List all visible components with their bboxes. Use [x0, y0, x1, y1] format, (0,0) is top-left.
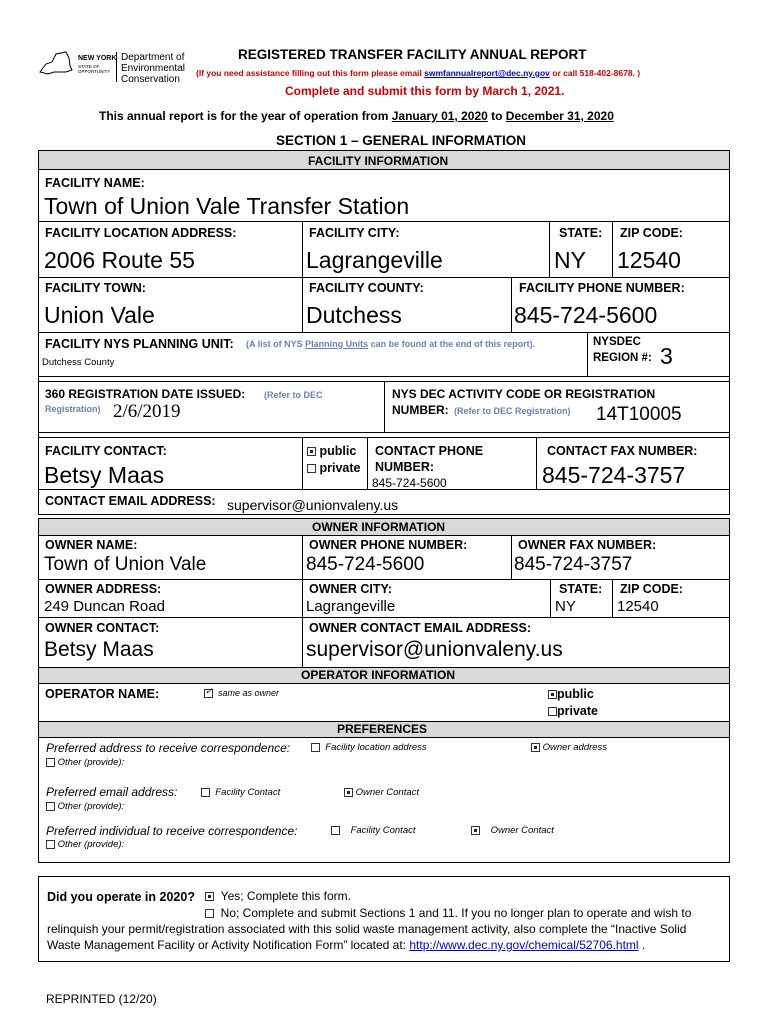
pref-individual-question: Preferred individual to receive correspondence: — [46, 824, 298, 838]
facility-name-field[interactable]: Town of Union Vale Transfer Station — [44, 193, 410, 219]
facility-phone-field[interactable]: 845-724-5600 — [514, 302, 658, 328]
region-field[interactable]: 3 — [660, 343, 673, 369]
pref-individual-owner-checkbox[interactable] — [471, 826, 480, 835]
planning-unit-hint: (A list of NYS Planning Units can be found at the end of this report). — [246, 339, 536, 349]
owner-city-field[interactable]: Lagrangeville — [306, 598, 396, 615]
pref-individual-other-option[interactable]: Other (provide): — [46, 839, 124, 850]
facility-zip-label: ZIP CODE: — [620, 226, 683, 240]
facility-private-option[interactable]: private — [307, 461, 360, 475]
owner-state-field[interactable]: NY — [555, 598, 576, 615]
owner-phone-field[interactable]: 845-724-5600 — [306, 554, 425, 575]
operator-public-option[interactable]: public — [548, 687, 594, 701]
operate-question: Did you operate in 2020? — [47, 890, 195, 904]
deadline-note: Complete and submit this form by March 1, 2021. — [285, 84, 565, 98]
operate-no-line3: Waste Management Facility or Activity Notification Form” located at: http://www.dec.ny.gov/chemical/52706.html . — [47, 938, 646, 952]
pref-address-question: Preferred address to receive correspondence: — [46, 741, 291, 755]
facility-state-label: STATE: — [559, 226, 603, 240]
contact-phone-field[interactable]: 845-724-5600 — [372, 476, 447, 490]
owner-email-label: OWNER CONTACT EMAIL ADDRESS: — [309, 621, 531, 635]
reg-date-hint-2: Registration) — [45, 404, 101, 414]
pref-email-other-checkbox[interactable] — [46, 802, 55, 811]
facility-address-label: FACILITY LOCATION ADDRESS: — [45, 226, 237, 240]
owner-address-label: OWNER ADDRESS: — [45, 582, 162, 596]
pref-email-owner-checkbox[interactable] — [344, 788, 353, 797]
activity-label-2: NUMBER: — [392, 403, 449, 417]
owner-fax-field[interactable]: 845-724-3757 — [514, 554, 633, 575]
facility-phone-label: FACILITY PHONE NUMBER: — [519, 281, 685, 295]
contact-fax-label: CONTACT FAX NUMBER: — [547, 444, 698, 458]
facility-city-field[interactable]: Lagrangeville — [306, 247, 443, 273]
facility-county-label: FACILITY COUNTY: — [309, 281, 424, 295]
planning-unit-field[interactable]: Dutchess County — [42, 357, 115, 368]
pref-address-other-checkbox[interactable] — [46, 758, 55, 767]
operate-yes-checkbox[interactable] — [205, 892, 214, 901]
year-statement: This annual report is for the year of operation from January 01, 2020 to December 31, 2020 — [99, 109, 614, 123]
pref-address-owner-option[interactable]: Owner address — [531, 742, 607, 753]
same-as-owner-checkbox[interactable] — [204, 689, 213, 698]
logo-text-ny: NEW YORK — [78, 55, 117, 62]
facility-city-label: FACILITY CITY: — [309, 226, 400, 240]
planning-unit-label: FACILITY NYS PLANNING UNIT: — [45, 337, 234, 351]
pref-email-question: Preferred email address: — [46, 785, 178, 799]
contact-phone-label-2: NUMBER: — [375, 460, 435, 474]
operate-no-line2: relinquish your permit/registration associated with this solid waste management activity, also complete the “Inactive Solid — [47, 922, 687, 936]
facility-heading: FACILITY INFORMATION — [308, 154, 449, 168]
operate-no-option[interactable]: No; Complete and submit Sections 1 and 11. If you no longer plan to operate and wish to — [205, 906, 691, 920]
reg-date-field[interactable]: 2/6/2019 — [113, 401, 181, 422]
pref-address-facility-checkbox[interactable] — [311, 743, 320, 752]
pref-address-owner-checkbox[interactable] — [531, 743, 540, 752]
owner-phone-label: OWNER PHONE NUMBER: — [309, 538, 468, 552]
report-title: REGISTERED TRANSFER FACILITY ANNUAL REPORT — [238, 47, 587, 62]
facility-town-field[interactable]: Union Vale — [44, 302, 155, 328]
agency-name: Department of Environmental Conservation — [121, 52, 185, 85]
facility-public-checkbox[interactable] — [307, 447, 316, 456]
facility-contact-label: FACILITY CONTACT: — [45, 444, 167, 458]
pref-email-other-option[interactable]: Other (provide): — [46, 801, 124, 812]
operate-yes-option[interactable]: Yes; Complete this form. — [205, 889, 351, 903]
region-label-1: NYSDEC — [593, 336, 641, 348]
operator-public-checkbox[interactable] — [548, 690, 557, 699]
planning-units-link[interactable]: Planning Units — [305, 339, 369, 349]
facility-county-field[interactable]: Dutchess — [306, 302, 402, 328]
facility-address-field[interactable]: 2006 Route 55 — [44, 247, 195, 273]
facility-state-field[interactable]: NY — [554, 247, 586, 273]
owner-city-label: OWNER CITY: — [309, 582, 393, 596]
operator-heading: OPERATOR INFORMATION — [301, 668, 455, 682]
owner-contact-label: OWNER CONTACT: — [45, 621, 160, 635]
owner-email-field[interactable]: supervisor@unionvaleny.us — [306, 638, 563, 661]
facility-contact-field[interactable]: Betsy Maas — [44, 462, 165, 488]
assistance-email-link[interactable]: swmfannualreport@dec.ny.gov — [424, 68, 550, 78]
pref-email-facility-option[interactable]: Facility Contact — [201, 787, 280, 798]
contact-fax-field[interactable]: 845-724-3757 — [542, 462, 686, 488]
inactive-form-link[interactable]: http://www.dec.ny.gov/chemical/52706.html — [409, 938, 639, 952]
activity-code-field[interactable]: 14T10005 — [596, 404, 682, 425]
owner-fax-label: OWNER FAX NUMBER: — [518, 538, 657, 552]
pref-individual-owner-option[interactable]: Owner Contact — [471, 825, 554, 836]
pref-address-facility-option[interactable]: Facility location address — [311, 742, 427, 753]
owner-state-label: STATE: — [559, 582, 603, 596]
operator-private-option[interactable]: private — [548, 704, 598, 718]
operator-name-label: OPERATOR NAME: — [45, 687, 160, 701]
operate-no-checkbox[interactable] — [205, 909, 214, 918]
region-label-2: REGION #: — [593, 352, 652, 364]
pref-email-facility-checkbox[interactable] — [201, 788, 210, 797]
owner-name-field[interactable]: Town of Union Vale — [44, 554, 207, 575]
assistance-note: (If you need assistance filling out this form please email swmfannualreport@dec.ny.gov or call 518-402-8678. ) — [196, 68, 641, 78]
activity-label-1: NYS DEC ACTIVITY CODE OR REGISTRATION — [392, 387, 656, 401]
owner-zip-field[interactable]: 12540 — [617, 598, 659, 615]
facility-public-option[interactable]: public — [307, 444, 356, 458]
pref-email-owner-option[interactable]: Owner Contact — [344, 787, 419, 798]
contact-email-field[interactable]: supervisor@unionvaleny.us — [227, 497, 399, 513]
activity-hint: (Refer to DEC Registration) — [454, 406, 571, 416]
pref-individual-facility-option[interactable]: Facility Contact — [331, 825, 416, 836]
preferences-heading: PREFERENCES — [337, 722, 428, 736]
owner-name-label: OWNER NAME: — [45, 538, 138, 552]
owner-heading: OWNER INFORMATION — [312, 520, 446, 534]
facility-private-checkbox[interactable] — [307, 464, 316, 473]
reg-date-hint-1: (Refer to DEC — [264, 390, 323, 400]
logo-text-opportunity: STATE OF OPPORTUNITY — [78, 64, 111, 74]
contact-phone-label-1: CONTACT PHONE — [375, 444, 484, 458]
facility-name-label: FACILITY NAME: — [45, 176, 145, 190]
owner-zip-label: ZIP CODE: — [620, 582, 683, 596]
pref-address-other-option[interactable]: Other (provide): — [46, 757, 124, 768]
owner-contact-field[interactable]: Betsy Maas — [44, 638, 154, 661]
pref-individual-facility-checkbox[interactable] — [331, 826, 340, 835]
pref-individual-other-checkbox[interactable] — [46, 840, 55, 849]
ny-state-map-icon — [36, 50, 76, 78]
reg-date-label: 360 REGISTRATION DATE ISSUED: — [45, 387, 246, 401]
reprinted-note: REPRINTED (12/20) — [46, 992, 157, 1006]
facility-zip-field[interactable]: 12540 — [617, 247, 681, 273]
facility-town-label: FACILITY TOWN: — [45, 281, 146, 295]
owner-address-field[interactable]: 249 Duncan Road — [44, 598, 165, 615]
section-title: SECTION 1 – GENERAL INFORMATION — [276, 133, 527, 148]
same-as-owner-option[interactable]: ✓ same as owner — [204, 688, 279, 698]
contact-email-label: CONTACT EMAIL ADDRESS: — [45, 494, 216, 508]
operator-private-checkbox[interactable] — [548, 707, 557, 716]
